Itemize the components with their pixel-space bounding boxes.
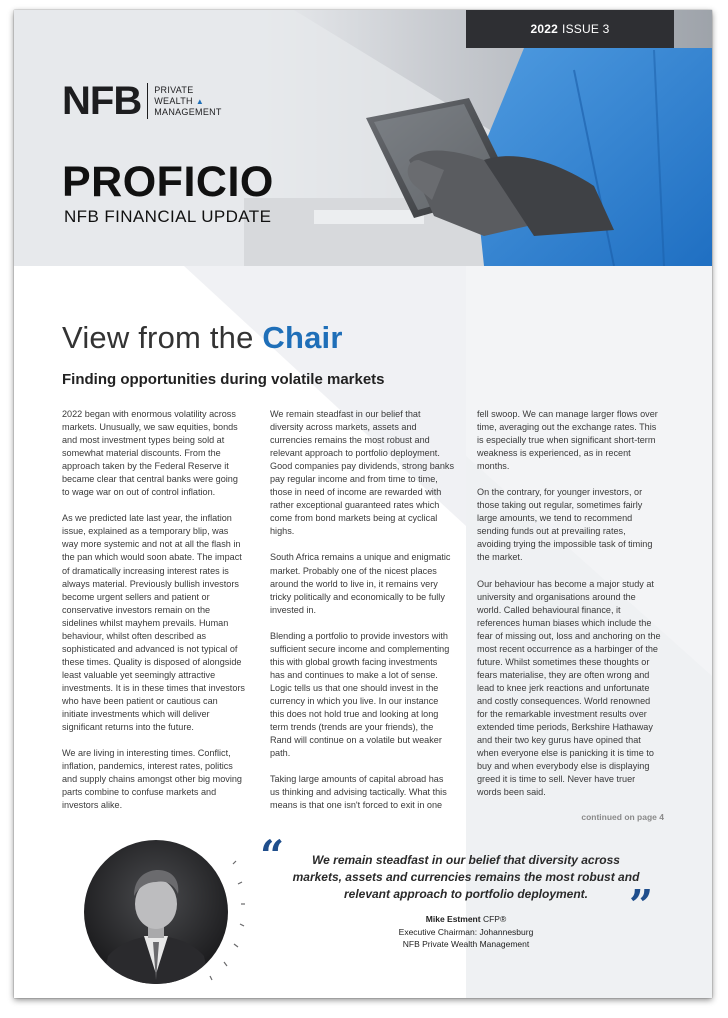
article-column-2 [270,408,454,825]
paragraph: On the contrary, for younger investors, or those taking out regular, sometimes fairly large amounts, we tend to recommend sending funds out at prevailing rates, avoiding trying the impossible task of timing the market. [477,487,653,563]
quote-open-mark: “ [260,831,285,880]
portrait-photo [70,824,250,994]
paragraph: 2022 began with enormous volatility across markets. Unusually, we saw equities, bonds and most investment types being sold at somewhat material discounts. From the approach taken by the Federal Reserve it became clear that central banks were going to wage war on out of control inflation. [62,409,238,498]
paragraph: We are living in interesting times. Conflict, inflation, pandemics, interest rates, politics and supply chains amongst other big moving parts combine to confuse markets and investors alike. [62,748,242,811]
issue-year: 2022 [530,22,559,36]
issue-label: ISSUE 3 [562,22,610,36]
paragraph: As we predicted late last year, the inflation issue, explained as a temporary blip, was way more systemic and not at all the flash in the pan which would soon abate. The impact of dramatically increasing interest rates is always material. Previously bullish investors become urgent sellers and patient or conservative investors remain on the sidelines whilst mayhem prevails. Human behaviour, whilst often described as sophisticated and advanced is not typical of these times. Quality is disposed of alongside least valuable yet seemingly attractive investments. It is in these times that investors who have been patient or cautious can initiate investments which will deliver significant returns into the future. [62,513,245,733]
pull-quote: We remain steadfast in our belief that diversity across markets, assets and currencies remains the most robust and relevant approach to portfolio deployment. [292,853,640,901]
attribution-name: Mike Estment [425,914,481,924]
hero-banner [14,10,712,266]
continued-note: continued on page 4 [581,812,664,822]
newsletter-page [14,10,712,998]
paragraph: We remain steadfast in our belief that diversity across markets, assets and currencies remains the most robust and relevant approach to portfolio deployment. Good companies pay dividends, strong banks pay regular income and from time to time, those in need of income are rewarded with rather exceptional guaranteed rates which come from bond markets being at cyclical highs. [270,409,455,537]
logo-line-2: WEALTH [154,95,193,106]
triangle-icon: ▲ [195,96,205,106]
logo-text [154,85,222,118]
paragraph: South Africa remains a unique and enigmatic market. Probably one of the nicest places around the world to live in, it remains very tricky politically and economically to be fully invested in. [270,552,451,615]
quote-attribution [366,913,566,951]
masthead-title: PROFICIO [62,158,274,206]
logo-divider [147,83,148,119]
logo-line-1: PRIVATE [154,84,194,95]
attribution-org: NFB Private Wealth Management [402,939,530,949]
heading-accent: Chair [262,320,343,355]
paragraph: Our behaviour has become a major study at university and organisations around the world. Called behavioural finance, it references human biases which include the fear of missing out, loss and anchoring on the most recent occurrence as a harbinger of the future. Whilst sometimes these thoughts or fears materialise, they are often wrong and lead to knee jerk reactions and unfortunate and costly consequences. World renowned for the remarkable investment results over extended time periods, Berkshire Hathaway and their two key gurus have opined that when everyone else is panicking it is time to buy and when everybody else is displaying greed it is time to sell. Never have truer words been said. [477,578,661,798]
attribution-role: Executive Chairman: Johannesburg [398,926,534,937]
logo-mark: NFB [62,79,142,123]
heading-plain: View from the [62,320,263,355]
issue-badge [466,10,674,48]
masthead-subtitle: NFB FINANCIAL UPDATE [64,207,272,226]
nfb-logo [62,81,222,121]
article-column-1 [62,408,246,825]
paragraph: Blending a portfolio to provide investors with sufficient secure income and complementing this with global growth facing investments has and continues to make a lot of sense. Logic tells us that one should invest in the currency in which you live. In our instance this does not hold true and looking at long term trends (trends are your friends), the Rand will continue on a volatile but weaker path. [270,630,450,759]
paragraph: fell swoop. We can manage larger flows over time, averaging out the exchange rates. This is especially true when significant short-term weakness is experienced, as in recent months. [477,409,658,472]
article-subheading: Finding opportunities during volatile markets [62,371,385,388]
article-heading [62,320,343,356]
attribution-credential: CFP® [480,914,507,924]
article-column-3 [477,408,661,812]
quote-close-mark: ” [629,881,654,930]
paragraph: Taking large amounts of capital abroad has us thinking and advising tactically. What this means is that one isn't forced to exit in one [270,774,447,811]
hero-photo-tablet-hands [14,10,712,266]
logo-line-3: MANAGEMENT [154,106,222,117]
